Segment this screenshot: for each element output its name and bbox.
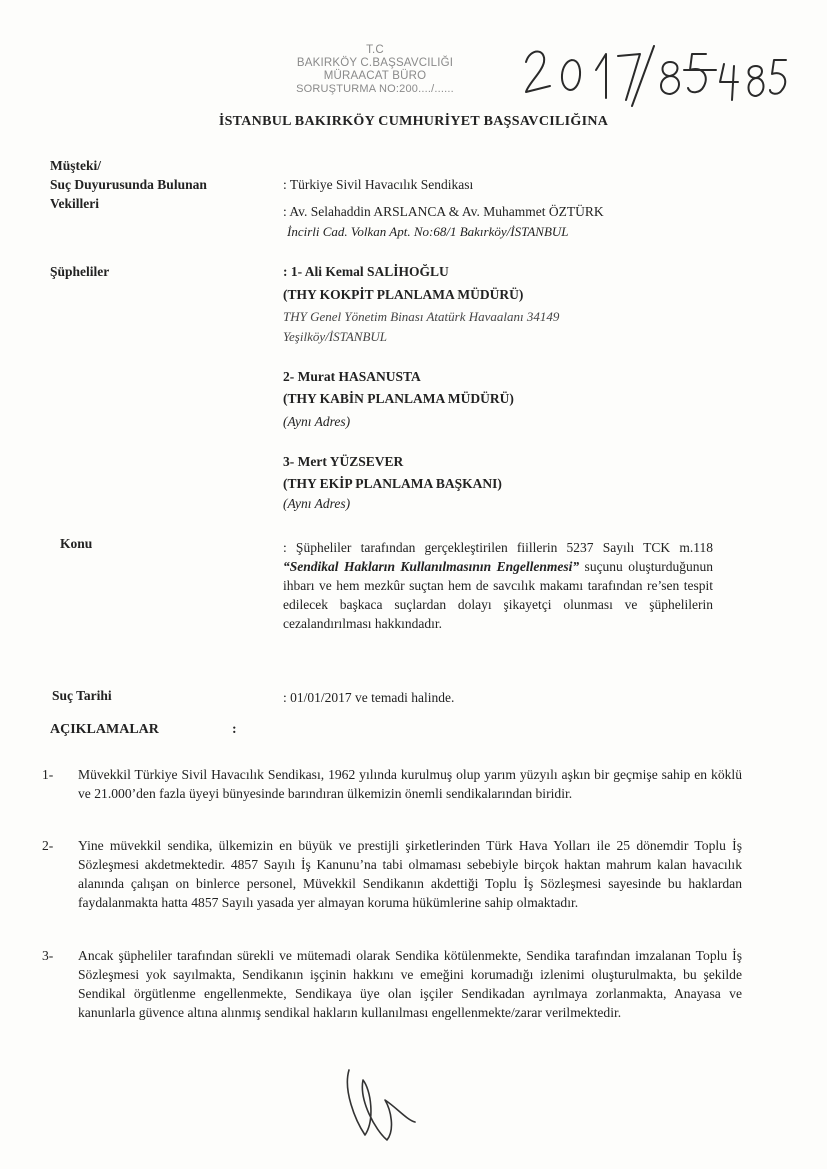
suspect3-title: (THY EKİP PLANLAMA BAŞKANI) [283,476,502,491]
item-number: 3- [42,948,54,963]
suspect3-name: 3- Mert YÜZSEVER [283,454,404,469]
suspect2-name: 2- Murat HASANUSTA [283,369,421,384]
suspect1-address-2: Yeşilköy/İSTANBUL [283,329,388,344]
stamp-line: BAKIRKÖY C.BAŞSAVCILIĞI [296,57,454,69]
document-title: İSTANBUL BAKIRKÖY CUMHURİYET BAŞSAVCILIĞINA [218,114,609,129]
aciklamalar-heading: AÇIKLAMALAR [50,722,159,737]
stamp-line: SORUŞTURMA NO:200..../...... [296,83,454,95]
konu-text-part: : Şüpheliler tarafından gerçekleştirilen fiillerin 5237 Sayılı TCK m.118 [283,540,713,555]
handwritten-signature [335,1060,425,1145]
list-item [42,765,742,803]
label-line: Vekilleri [50,196,99,211]
suspect1-name: : 1- Ali Kemal SALİHOĞLU [283,264,449,279]
konu-emphasis: “Sendikal Hakların Kullanılmasının Engellenmesi” [283,559,580,574]
vekilleri-address: İncirli Cad. Volkan Apt. No:68/1 Bakırköy/İSTANBUL [287,224,569,239]
label-line: Müşteki/ [50,158,102,173]
handwritten-file-number [520,40,790,110]
suspect1-address-1: THY Genel Yönetim Binası Atatürk Havaalanı 34149 [283,309,560,324]
suspect3-address: (Aynı Adres) [283,496,351,511]
suspect1-title: (THY KOKPİT PLANLAMA MÜDÜRÜ) [283,287,524,302]
item-text: Ancak şüpheliler tarafından sürekli ve mütemadi olarak Sendika kötülenmekte, Sendika tarafından imzalanan Toplu İş Sözleşmesi yok sayılmakta, Sendikanın işçinin hakkını ve emeğini korumadığı izlenimi oluşturulmakta, bu şekilde Sendikal örgütlenme engellenmekte, Sendikaya üye olan işçiler Sendikadan ayrılmaya zorlanmakta, Anayasa ve kanunlarla güvence altına alınmış sendikal hakların kullanılması engellenmekte/zarar verilmektedir. [78,948,742,1020]
konu-text [283,538,713,633]
item-text: Yine müvekkil sendika, ülkemizin en büyük ve prestijli şirketlerinden Türk Hava Yolları ile 25 dönemdir Toplu İş Sözleşmesi akdetmektedir. 4857 Sayılı İş Kanunu’na tabi olmaması sebebiyle birçok haktan mahrum kalan havacılık alanında çalışan on binlerce personel, Müvekkil Sendikanın akdettiği Toplu İş Sözleşmesi sayesinde bu haklardan faydalanmakta hatta 4857 Sayılı yasada yer almayan koruma hükümlerine sahip olmaktadır. [78,838,742,910]
musteki-label [50,156,207,213]
stamp-line: T.C [366,44,384,56]
suspect2-address: (Aynı Adres) [283,414,351,429]
suspect2-title: (THY KABİN PLANLAMA MÜDÜRÜ) [283,391,514,406]
aciklamalar-colon: : [232,722,237,737]
item-number: 2- [42,838,54,853]
list-item [42,836,742,912]
suc-tarihi-label: Suç Tarihi [52,688,112,703]
office-stamp [255,44,495,96]
konu-label: Konu [60,536,93,551]
musteki-value: : Türkiye Sivil Havacılık Sendikası [283,177,474,192]
list-item [42,946,742,1022]
suc-tarihi-value: : 01/01/2017 ve temadi halinde. [283,690,455,705]
supheliler-label: Şüpheliler [50,264,110,279]
stamp-line: MÜRAACAT BÜRO [323,70,427,82]
label-line: Suç Duyurusunda Bulunan [50,177,207,192]
item-text: Müvekkil Türkiye Sivil Havacılık Sendikası, 1962 yılında kurulmuş olup yarım yüzyılı aşkın bir geçmişe sahip en köklü ve 21.000’den fazla üyeyi bünyesinde barındıran ülkemizin önemli sendikalarından biridir. [78,767,742,801]
item-number: 1- [42,767,54,782]
konu-text-part: suçunu oluşturduğunun ihbarı ve hem mezkûr suçtan hem de savcılık makamı tarafından re’sen tespit edilecek başkaca suçlardan dolayı şikayetçi olunması ve şüphelilerin cezalandırılması hakkındadır. [283,559,713,631]
vekilleri-value: : Av. Selahaddin ARSLANCA & Av. Muhammet ÖZTÜRK [283,204,604,219]
